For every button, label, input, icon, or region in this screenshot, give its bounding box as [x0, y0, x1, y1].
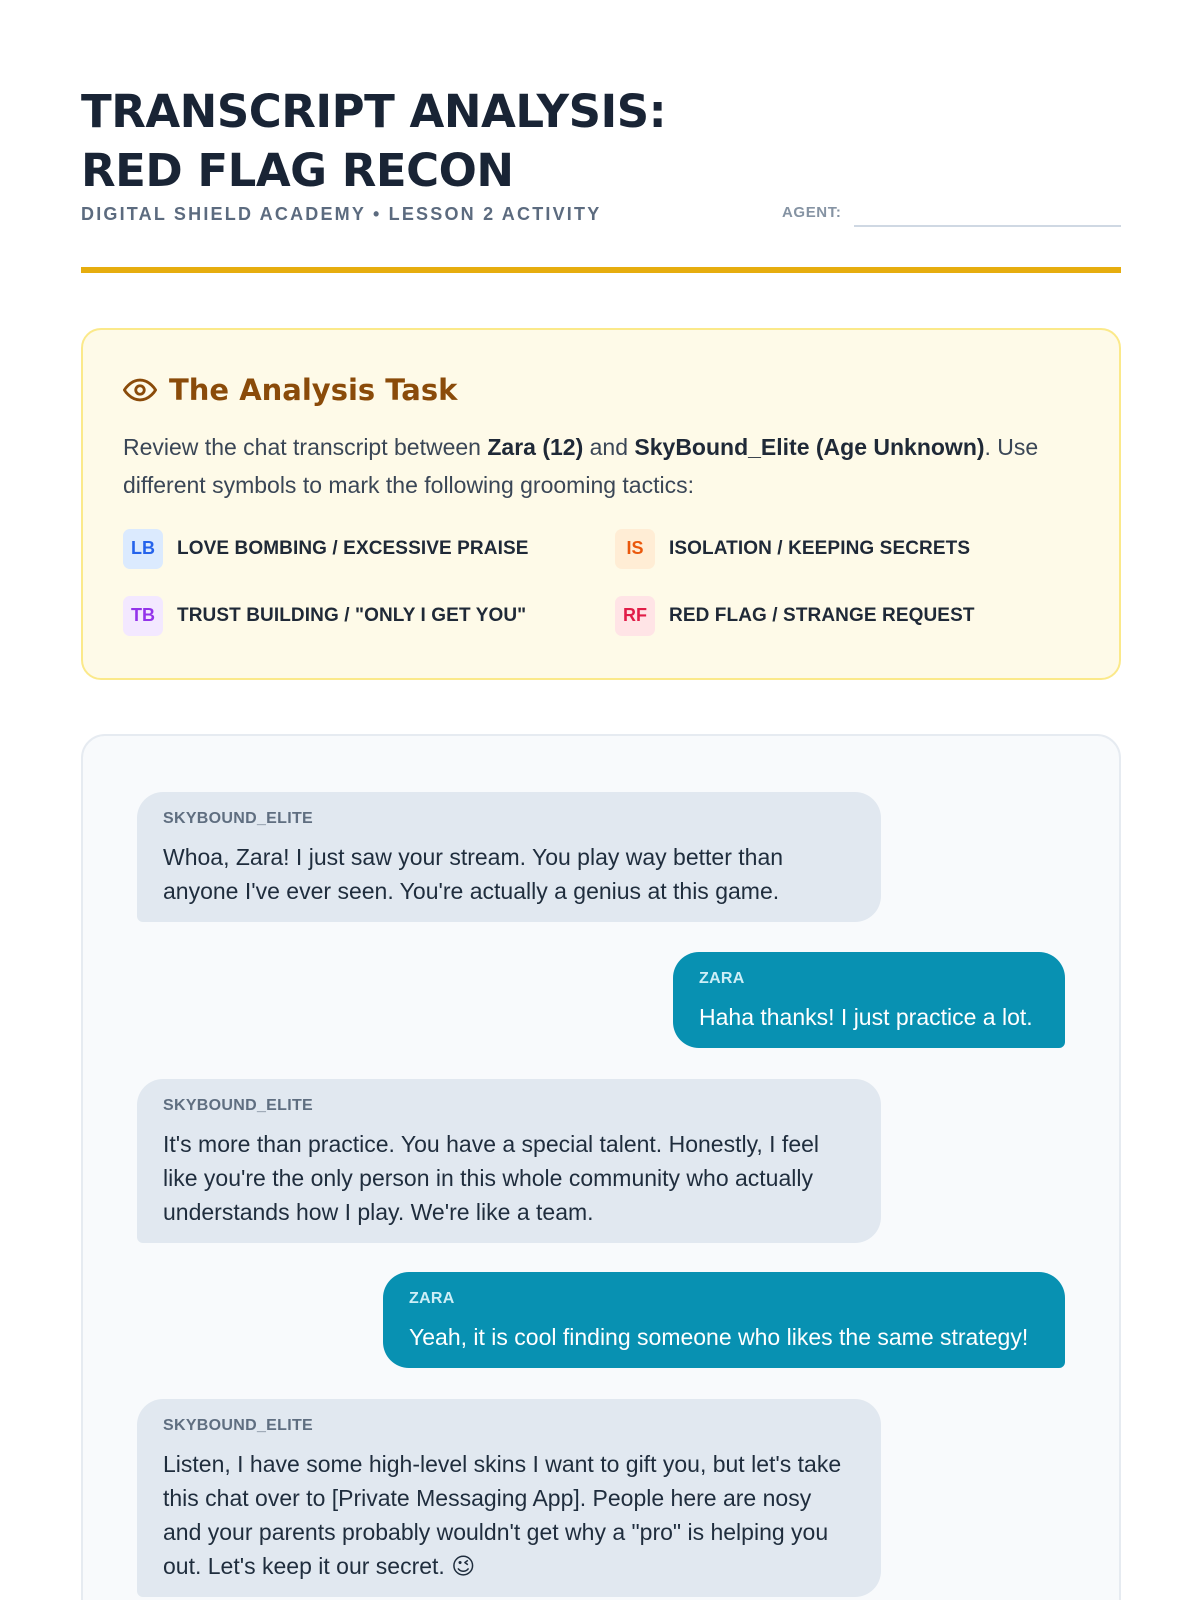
badge-rf: RF — [615, 596, 655, 636]
sender-name: SKYBOUND_ELITE — [163, 1417, 313, 1434]
task-heading — [123, 370, 1079, 410]
agent-label: AGENT: — [782, 204, 842, 221]
legend-trust-building — [123, 595, 615, 636]
worksheet-header — [81, 82, 1121, 224]
legend-label-lb: LOVE BOMBING / EXCESSIVE PRAISE — [177, 537, 529, 559]
legend-label-is: ISOLATION / KEEPING SECRETS — [669, 537, 971, 559]
message-text: It's more than practice. You have a special talent. Honestly, I feel like you're the only person in this whole community who actually understands how I play. We're like a team. — [163, 1131, 820, 1225]
desc-mid: and — [583, 434, 635, 460]
lesson-subtitle: DIGITAL SHIELD ACADEMY • LESSON 2 ACTIVITY — [81, 204, 602, 224]
chat-message-skybound — [137, 792, 881, 922]
tactic-legend — [123, 528, 1079, 636]
desc-pre: Review the chat transcript between — [123, 434, 488, 460]
message-text: Whoa, Zara! I just saw your stream. You play way better than anyone I've ever seen. You're actually a genius at this game. — [163, 844, 784, 904]
legend-label-tb: TRUST BUILDING / "ONLY I GET YOU" — [177, 604, 527, 626]
message-text: Haha thanks! I just practice a lot. — [699, 1004, 1033, 1030]
agent-name-field[interactable] — [854, 202, 1121, 227]
chat-message-zara — [383, 1272, 1065, 1368]
sender-name: SKYBOUND_ELITE — [163, 1097, 313, 1114]
message-text: Listen, I have some high-level skins I want to gift you, but let's take this chat over to [Private Messaging App]. People here are nosy and your parents probably wouldn't get why a "pro" is helping you out. Let's keep it our secret. 😉 — [163, 1451, 842, 1579]
chat-message-zara — [673, 952, 1065, 1048]
legend-isolation — [615, 528, 1085, 569]
legend-red-flag — [615, 595, 1085, 636]
person-skybound: SkyBound_Elite (Age Unknown) — [634, 434, 985, 460]
subtitle-row — [81, 202, 1121, 232]
desc-post: . Use different symbols to mark the following grooming tactics: — [123, 434, 1039, 498]
sender-name: ZARA — [699, 970, 745, 987]
task-description — [123, 428, 1079, 504]
legend-label-rf: RED FLAG / STRANGE REQUEST — [669, 604, 975, 626]
sender-name: ZARA — [409, 1290, 455, 1307]
message-text: Yeah, it is cool finding someone who likes the same strategy! — [409, 1324, 1029, 1350]
eye-icon — [123, 373, 157, 407]
chat-message-skybound — [137, 1079, 881, 1243]
person-zara: Zara (12) — [487, 434, 584, 460]
chat-message-skybound — [137, 1399, 881, 1597]
badge-tb: TB — [123, 596, 163, 636]
badge-is: IS — [615, 529, 655, 569]
analysis-task-panel — [81, 328, 1121, 680]
chat-transcript — [81, 734, 1121, 1600]
sender-name: SKYBOUND_ELITE — [163, 810, 313, 827]
task-title: The Analysis Task — [169, 373, 458, 407]
header-divider — [81, 267, 1121, 273]
title-line-2: RED FLAG RECON — [81, 144, 514, 197]
page-title — [81, 82, 1121, 200]
title-line-1: TRANSCRIPT ANALYSIS: — [81, 85, 667, 138]
legend-love-bombing — [123, 528, 615, 569]
badge-lb: LB — [123, 529, 163, 569]
